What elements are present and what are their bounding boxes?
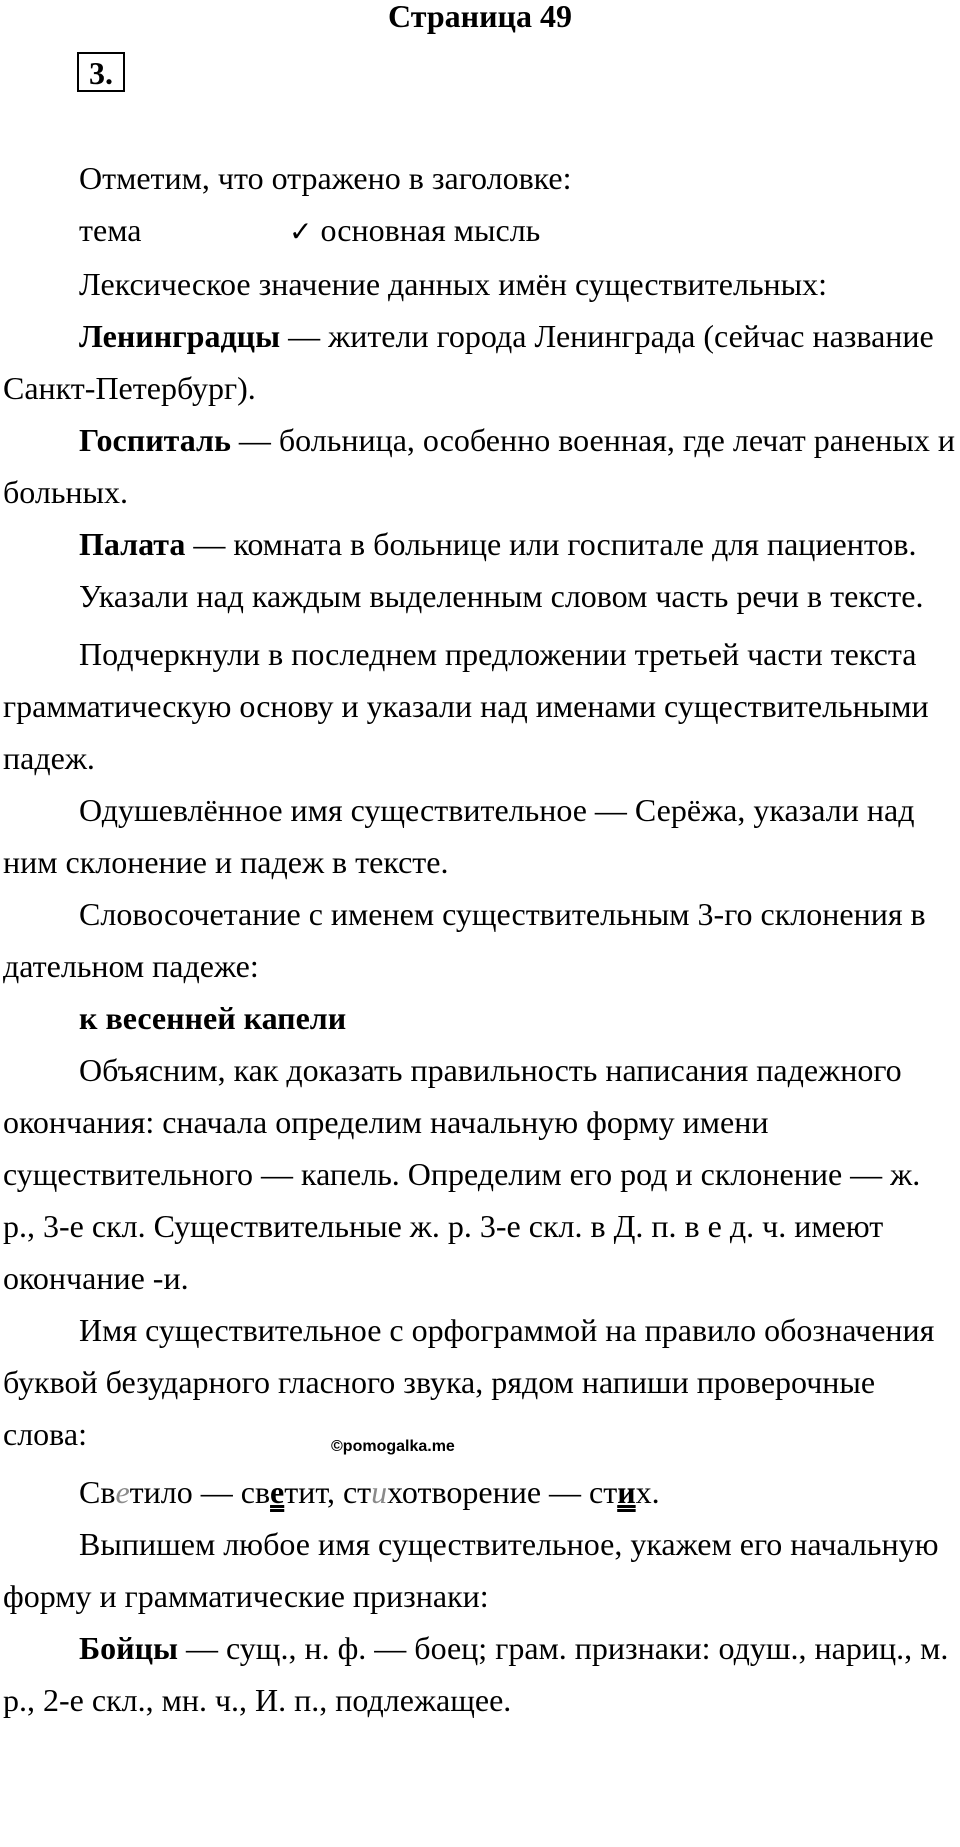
definition-2-text: — больница, особенно военная, где лечат раненых и больных.	[3, 422, 955, 510]
choice-theme: тема	[79, 212, 142, 248]
word-2-part: тит	[284, 1474, 327, 1510]
term-1: Ленинградцы	[79, 318, 281, 354]
definition-1	[3, 310, 958, 414]
term-2: Госпиталь	[79, 422, 231, 458]
paragraph-9: Выпишем любое имя существительное, укажем его начальную форму и грамматические признаки:	[3, 1526, 939, 1614]
period: .	[651, 1474, 660, 1510]
word-4-part: ст	[589, 1474, 618, 1510]
dash: —	[192, 1474, 241, 1510]
check-words	[3, 1466, 958, 1518]
paragraph-1: Отметим, что отражено в заголовке:	[79, 160, 572, 196]
heading-choices	[3, 204, 958, 258]
word-4-part: х	[635, 1474, 652, 1510]
word-3-part: ст	[342, 1474, 372, 1510]
word-2-part: св	[240, 1474, 271, 1510]
paragraph-8: Имя существительное с орфограммой на правило обозначения буквой безударного гласного звука, рядом напиши проверочные слова:	[3, 1312, 935, 1452]
paragraph-5: Одушевлённое имя существительное — Серёжа, указали над ним склонение и падеж в тексте.	[3, 792, 915, 880]
definition-1-text: — жители города Ленинграда (сейчас название Санкт-Петербург).	[3, 318, 934, 406]
choice-main-idea	[289, 204, 540, 258]
paragraph-3: Указали над каждым выделенным словом часть речи в тексте.	[79, 578, 924, 614]
definition-3-text: — комната в больнице или госпитале для пациентов.	[185, 526, 917, 562]
word-1-part: тило	[129, 1474, 193, 1510]
term-3: Палата	[79, 526, 186, 562]
term-4: Бойцы	[79, 1630, 179, 1666]
definition-4	[3, 1622, 958, 1726]
definition-4-text: — сущ., н. ф. — боец; грам. признаки: одуш., нариц., м. р., 2-е скл., мн. ч., И. п., подлежащее.	[3, 1630, 949, 1718]
task-number: 3.	[77, 52, 125, 92]
word-1-part: Св	[79, 1474, 116, 1510]
document-body	[3, 152, 958, 1726]
word-3-vowel: и	[371, 1474, 388, 1510]
watermark: ©pomogalka.me	[331, 1438, 455, 1455]
page-title: Страница 49	[388, 0, 572, 34]
definition-3	[3, 518, 958, 570]
paragraph-7: Объясним, как доказать правильность написания падежного окончания: сначала определим начальную форму имени существительного — капель. Определим его род и склонение — ж. р., 3-е скл. Существительные ж. р. 3-е скл. в Д. п. в е д. ч. имеют окончание -и.	[3, 1052, 921, 1296]
choice-main-idea-label: основная мысль	[320, 212, 541, 248]
word-4-vowel: и	[617, 1474, 636, 1510]
paragraph-2: Лексическое значение данных имён существительных:	[79, 266, 828, 302]
paragraph-4: Подчеркнули в последнем предложении третьей части текста грамматическую основу и указали над именами существительными падеж.	[3, 636, 929, 776]
dash: —	[541, 1474, 590, 1510]
word-2-vowel: е	[270, 1474, 285, 1510]
checkmark-icon: ✓	[289, 215, 313, 248]
definition-2	[3, 414, 958, 518]
word-3-part: хотворение	[387, 1474, 542, 1510]
paragraph-6: Словосочетание с именем существительным 3-го склонения в дательном падеже:	[3, 896, 926, 984]
phrase-dative: к весенней капели	[79, 1000, 347, 1036]
word-1-vowel: е	[115, 1474, 130, 1510]
separator: ,	[326, 1474, 343, 1510]
